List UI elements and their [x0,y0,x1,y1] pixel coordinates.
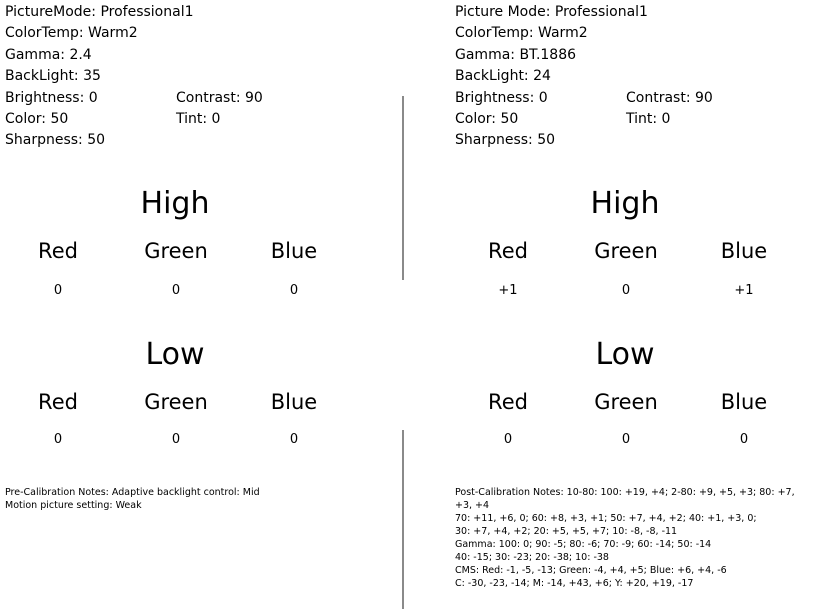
red-value: 0 [53,432,63,447]
red-label: Red [38,239,78,263]
high-channel-labels [0,239,350,269]
low-title: Low [595,337,655,372]
red-label: Red [488,239,528,263]
red-value: +1 [498,283,518,298]
color-text: Color: 50 [455,110,519,127]
backlight-text: BackLight: 24 [455,68,551,85]
green-value: 0 [171,283,181,298]
low-channel-labels [450,390,800,420]
picture-mode-text: Picture Mode: Professional1 [455,4,648,20]
blue-value: 0 [739,432,749,447]
red-label: Red [488,390,528,414]
blue-value: +1 [734,283,754,298]
green-value: 0 [621,283,631,298]
divider-line [402,430,404,609]
blue-label: Blue [720,390,768,414]
color-text: Color: 50 [5,110,69,127]
high-title: High [140,186,210,221]
high-title: High [590,186,660,221]
pre-calibration-panel [0,0,380,609]
tint-text: Tint: 0 [176,110,221,127]
post-calibration-panel [450,0,830,609]
brightness-text: Brightness: 0 [5,89,98,106]
backlight-text: BackLight: 35 [5,68,101,85]
high-channel-values [0,283,350,313]
low-channel-labels [0,390,350,420]
green-label: Green [144,239,208,263]
gamma-text: Gamma: 2.4 [5,46,92,63]
blue-label: Blue [270,239,318,263]
gamma-text: Gamma: BT.1886 [455,46,577,63]
sharpness-text: Sharpness: 50 [5,132,106,149]
brightness-text: Brightness: 0 [455,89,548,106]
green-label: Green [144,390,208,414]
divider-line [402,96,404,280]
calibration-notes: Pre-Calibration Notes: Adaptive backlight control: Mid Motion picture setting: Weak [5,487,260,511]
sharpness-text: Sharpness: 50 [455,132,556,149]
green-value: 0 [171,432,181,447]
blue-value: 0 [289,432,299,447]
blue-label: Blue [270,390,318,414]
green-label: Green [594,390,658,414]
high-channel-values [450,283,800,313]
blue-value: 0 [289,283,299,298]
green-value: 0 [621,432,631,447]
blue-label: Blue [720,239,768,263]
red-value: 0 [53,283,63,298]
color-temp-text: ColorTemp: Warm2 [5,25,138,42]
low-channel-values [0,432,350,462]
settings-block [455,2,713,152]
settings-block [5,2,263,152]
color-temp-text: ColorTemp: Warm2 [455,25,588,42]
red-label: Red [38,390,78,414]
calibration-notes: Post-Calibration Notes: 10-80: 100: +19, +4; 2-80: +9, +5, +3; 80: +7, +3, +4 70: +11, +6, 0; 60: +8, +3, +1; 50: +7, +4, +2; 40: +1, +3, 0; 30: +7, +4, +2; 20: +5, +5, +7; 10: -8, -8, -11 Gamma: 100: 0; 90: -5; 80: -6; 70: -9; 60: -14; 50: -14 40: -15; 30: -23; 20: -38; 10: -38 CMS: Red: -1, -5, -13; Green: -4, +4, +5; Blue: +6, +4, -6 C: -30, -23, -14; M: -14, +43, +6; Y: +20, +19, -17 [455,487,795,589]
contrast-text: Contrast: 90 [626,89,713,106]
red-value: 0 [503,432,513,447]
tint-text: Tint: 0 [626,110,671,127]
contrast-text: Contrast: 90 [176,89,263,106]
green-label: Green [594,239,658,263]
low-title: Low [145,337,205,372]
picture-mode-text: PictureMode: Professional1 [5,4,194,20]
high-channel-labels [450,239,800,269]
low-channel-values [450,432,800,462]
